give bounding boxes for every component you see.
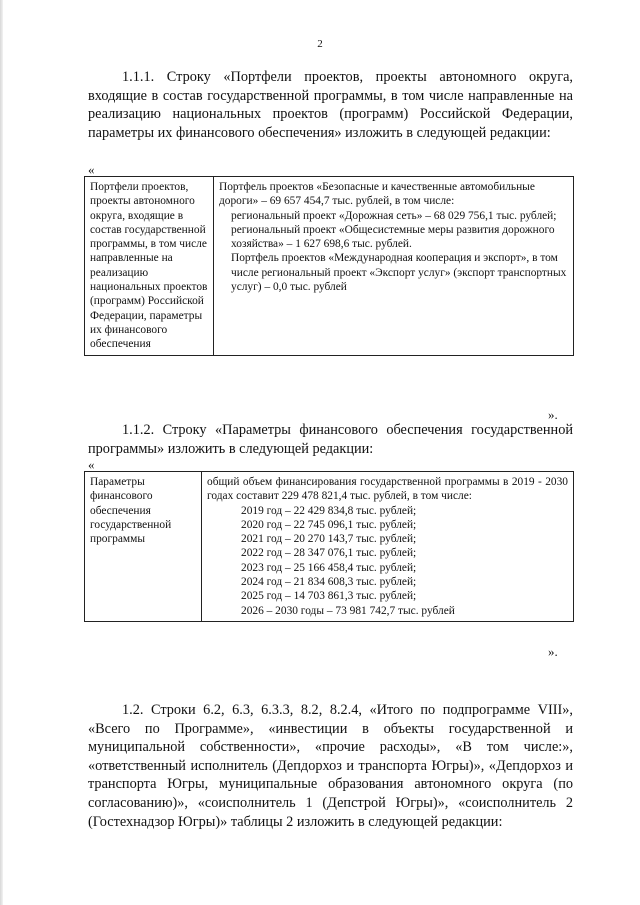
table-portfolios-left-cell: Портфели проектов, проекты автономного округа, входящие в состав государственной программы, в том числе направленные на реализацию национальных проектов (программ) Российской Федерации, параметры их финансового обеспечения xyxy=(85,177,214,356)
paragraph-1-1-1 xyxy=(88,68,573,142)
finance-year-2023: 2023 год – 25 166 458,4 тыс. рублей; xyxy=(241,561,417,574)
portfolio-line-4: Портфель проектов «Международная кооперация и экспорт», в том числе региональный проект «Экспорт услуг» (экспорт транспортных услуг) – 0,0 тыс. рублей xyxy=(231,252,567,294)
paragraph-1-1-2-text: 1.1.2. Строку «Параметры финансового обеспечения государственной программы» изложить в следующей редакции: xyxy=(88,422,573,457)
quote-close-1: ». xyxy=(548,407,558,422)
portfolio-line-3: региональный проект «Общесистемные меры развития дорожного хозяйства» – 1 627 698,6 тыс. рублей. xyxy=(231,223,555,251)
finance-year-2022: 2022 год – 28 347 076,1 тыс. рублей; xyxy=(241,547,417,560)
portfolio-line-2: региональный проект «Дорожная сеть» – 68 029 756,1 тыс. рублей; xyxy=(231,209,557,222)
paragraph-1-2-text: 1.2. Строки 6.2, 6.3, 6.3.3, 8.2, 8.2.4, «Итого по подпрограмме VIII», «Всего по Программе», «инвестиции в объекты государственной и муниципальной собственности», «прочие расходы», «В том числе:», «ответственный исполнитель (Депдорхоз и транспорта Югры)», «Депдорхоз и транспорта Югры, муниципальные образования автономного округа (по согласованию)», «соисполнитель 1 (Депстрой Югры)», «соисполнитель 2 (Гостехнадзор Югры)» таблицы 2 изложить в следующей редакции: xyxy=(88,702,573,830)
table-finance-right-cell xyxy=(202,472,574,622)
paragraph-1-2 xyxy=(88,701,573,831)
finance-year-2025: 2025 год – 14 703 861,3 тыс. рублей; xyxy=(241,590,417,603)
finance-year-2026-2030: 2026 – 2030 годы – 73 981 742,7 тыс. рублей xyxy=(241,604,455,617)
quote-open-2: « xyxy=(88,457,95,472)
table-finance xyxy=(84,471,574,622)
finance-year-2019: 2019 год – 22 429 834,8 тыс. рублей; xyxy=(241,504,417,517)
table-finance-left-cell: Параметры финансового обеспечения государственной программы xyxy=(85,472,202,622)
table-portfolios-right-cell xyxy=(214,177,574,356)
finance-intro: общий объем финансирования государственной программы в 2019 - 2030 годах составит 229 478 821,4 тыс. рублей, в том числе: xyxy=(207,476,568,503)
paragraph-1-1-2 xyxy=(88,421,573,458)
finance-year-2024: 2024 год – 21 834 608,3 тыс. рублей; xyxy=(241,576,417,589)
quote-close-2: ». xyxy=(548,644,558,659)
paragraph-1-1-1-text: 1.1.1. Строку «Портфели проектов, проекты автономного округа, входящие в состав государственной программы, в том числе направленные на реализацию национальных проектов (программ) Российской Федерации, параметры их финансового обеспечения» изложить в следующей редакции: xyxy=(88,69,573,141)
quote-open-1: « xyxy=(88,162,95,177)
page-number: 2 xyxy=(317,38,323,50)
finance-year-2021: 2021 год – 20 270 143,7 тыс. рублей; xyxy=(241,533,417,546)
scan-edge xyxy=(0,0,3,905)
table-portfolios xyxy=(84,176,574,356)
portfolio-line-1: Портфель проектов «Безопасные и качественные автомобильные дороги» – 69 657 454,7 тыс. рублей, в том числе: xyxy=(219,181,535,208)
finance-year-2020: 2020 год – 22 745 096,1 тыс. рублей; xyxy=(241,518,417,531)
